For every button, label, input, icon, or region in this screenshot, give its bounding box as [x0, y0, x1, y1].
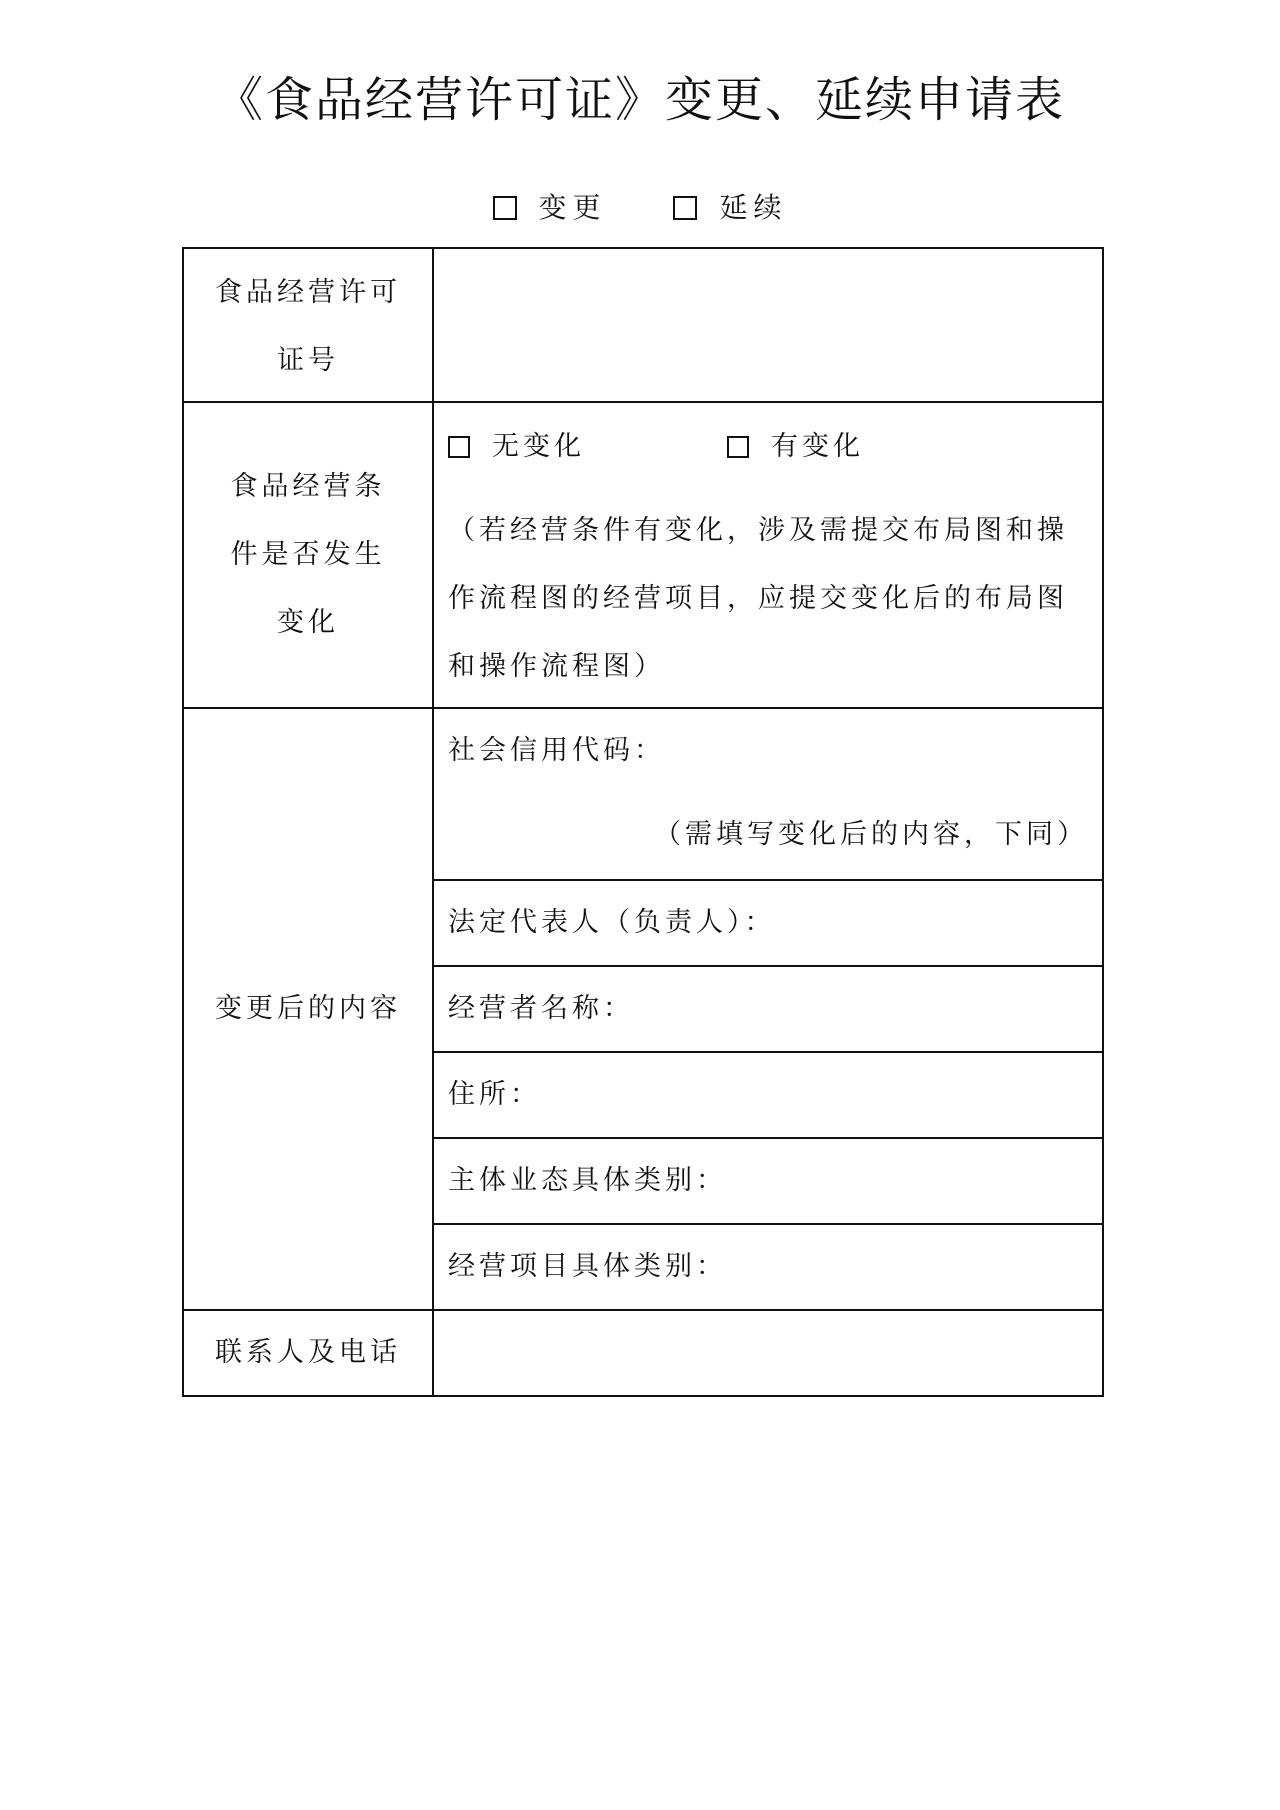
- conditions-row: [183, 402, 1103, 708]
- application-form-table: [182, 247, 1104, 1397]
- credit-code-label: 社会信用代码：: [448, 735, 665, 766]
- changed-content-label: 变更后的内容: [183, 708, 433, 1310]
- has-change-option[interactable]: [727, 413, 864, 481]
- credit-code-note: （需填写变化后的内容，下同）: [654, 819, 1088, 850]
- option-change-label: 变更: [538, 191, 607, 224]
- operator-name-field[interactable]: 经营者名称：: [433, 966, 1103, 1052]
- option-renewal-label: 延续: [719, 191, 788, 224]
- license-number-label: 食品经营许可证号: [183, 248, 433, 402]
- conditions-label: 食品经营条件是否发生变化: [183, 402, 433, 708]
- conditions-note: （若经营条件有变化，涉及需提交布局图和操作流程图的经营项目，应提交变化后的布局图和操作流程图）: [448, 515, 1068, 682]
- option-change[interactable]: [493, 188, 607, 228]
- business-form-category-field[interactable]: 主体业态具体类别：: [433, 1138, 1103, 1224]
- change-checkbox[interactable]: [493, 196, 517, 220]
- business-item-category-field[interactable]: 经营项目具体类别：: [433, 1224, 1103, 1310]
- no-change-option[interactable]: [448, 413, 585, 481]
- contact-label: 联系人及电话: [183, 1310, 433, 1396]
- form-title: 《食品经营许可证》变更、延续申请表: [214, 72, 1065, 128]
- application-type-selector: [0, 188, 1280, 231]
- license-number-field[interactable]: [433, 248, 1103, 402]
- address-field[interactable]: 住所：: [433, 1052, 1103, 1138]
- credit-code-field[interactable]: [433, 708, 1103, 880]
- contact-field[interactable]: [433, 1310, 1103, 1396]
- conditions-content: [433, 402, 1103, 708]
- no-change-label: 无变化: [492, 431, 585, 462]
- legal-representative-field[interactable]: 法定代表人（负责人）：: [433, 880, 1103, 966]
- no-change-checkbox[interactable]: [448, 436, 470, 458]
- license-number-row: [183, 248, 1103, 402]
- conditions-options: [448, 417, 1090, 477]
- has-change-checkbox[interactable]: [727, 436, 749, 458]
- renewal-checkbox[interactable]: [673, 196, 697, 220]
- has-change-label: 有变化: [771, 431, 864, 462]
- credit-code-row: [183, 708, 1103, 880]
- contact-row: [183, 1310, 1103, 1396]
- option-renewal[interactable]: [673, 188, 787, 228]
